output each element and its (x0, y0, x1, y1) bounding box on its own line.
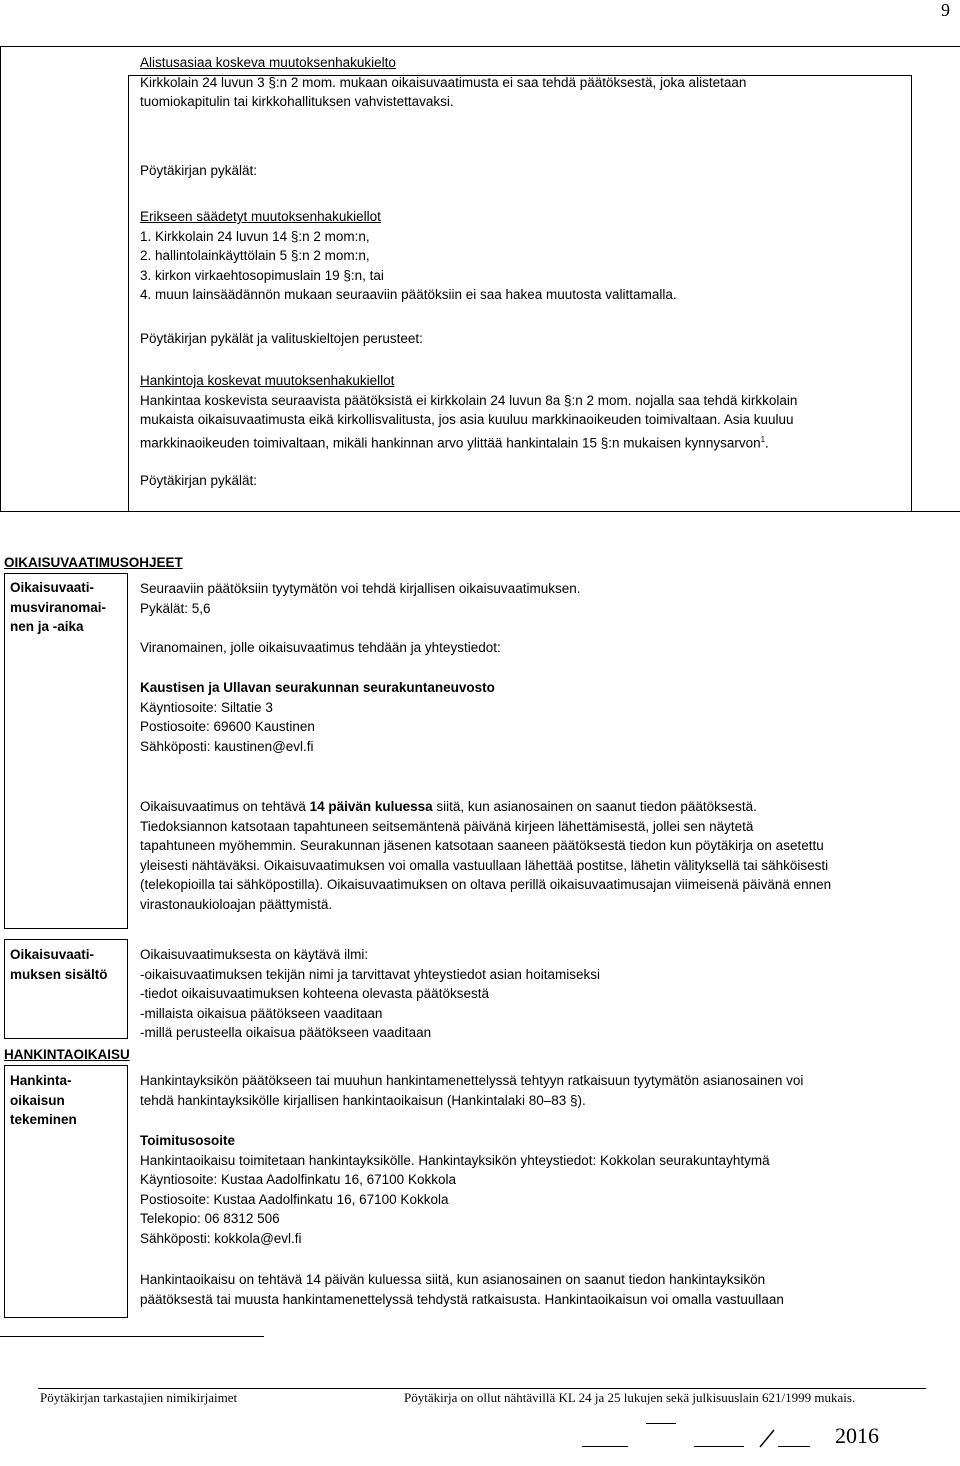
list-item: 3. kirkon virkaehtosopimuslain 19 §:n, tai (140, 267, 384, 283)
org-name: Kaustisen ja Ullavan seurakunnan seurakuntaneuvosto (140, 680, 495, 695)
toimitus-heading: Toimitusosoite (140, 1133, 236, 1148)
text-line: Kirkkolain 24 luvun 3 §:n 2 mom. mukaan oikaisuvaatimusta ei saa tehdä päätöksestä, joka alistetaan (140, 74, 747, 90)
oikaisu-title: OIKAISUVAATIMUSOHJEET (4, 555, 183, 570)
label-viranomainen: Oikaisuvaati- musviranomai- nen ja -aika (10, 580, 107, 634)
viranomainen-content (140, 579, 580, 618)
postiosoite: Postiosoite: 69600 Kaustinen (140, 719, 315, 734)
footer-year: 2016 (835, 1423, 879, 1448)
hankinta-toimitus: Toimitusosoite Hankintaoikaisu toimitetaan hankintayksikölle. Hankintayksikön yhteystiedot: Kokkolan seurakuntayhtymä Käyntiosoite: Kustaa Aadolfinkatu 16, 67100 Kokkola Postiosoite: Kustaa Aadolfinkatu 16, 67100 Kokkola Telekopio: 06 8312 506 Sähköposti: kokkola@evl.fi (140, 1133, 770, 1246)
footer-rule (38, 1388, 926, 1389)
text-line: Hankintaa koskevista seuraavista päätöksistä ei kirkkolain 24 luvun 8a §:n 2 mom. nojalla saa tehdä kirkkolain (140, 392, 798, 408)
section-alistusasia (140, 53, 746, 112)
list-item: 1. Kirkkolain 24 luvun 14 §:n 2 mom:n, (140, 228, 370, 244)
oikaisu-aika: Oikaisuvaatimus on tehtävä 14 päivän kuluessa siitä, kun asianosainen on saanut tiedon päätöksestä. Tiedoksiannon katsotaan tapahtuneen seitsemäntenä päivänä kirjeen lähettämisestä, jollei sen näytetä tapahtuneen myöhemmin. Seurakunnan jäsenen katsotaan saaneen päätöksestä tiedon kun pöytäkirja on asetettu yleisesti nähtäväksi. Oikaisuvaatimuksen voi omalla vastuullaan lähettää postitse, lähetin välityksellä tai sähköisesti (telekopioilla tai sähköpostilla). Oikaisuvaatimuksen on oltava perillä oikaisuvaatimusajan viimeisenä päivänä ennen virastonaukioloajan päättymistä. (140, 799, 832, 912)
page-number: 9 (941, 0, 950, 20)
sahkoposti: Sähköposti: kaustinen@evl.fi (140, 738, 314, 754)
section-hankinta-kiellot (140, 371, 797, 453)
date-blank-day (582, 1446, 628, 1447)
pykalat-label: Pöytäkirjan pykälät: (140, 473, 258, 488)
date-blank-2 (778, 1446, 810, 1447)
footer-right: Pöytäkirja on ollut nähtävillä KL 24 ja 25 lukujen sekä julkisuuslain 621/1999 mukais. (404, 1390, 856, 1405)
section-erikseen (140, 207, 677, 305)
date-blank-month (694, 1446, 744, 1447)
pykalat: Pykälät: 5,6 (140, 600, 211, 616)
aika-line-1: Oikaisuvaatimus on tehtävä 14 päivän kuluessa siitä, kun asianosainen on saanut tiedon päätöksestä. (140, 799, 757, 814)
viranomainen-line: Viranomainen, jolle oikaisuvaatimus tehdään ja yhteystiedot: (140, 640, 501, 655)
intro: Seuraaviin päätöksiin tyytymätön voi tehdä kirjallisen oikaisuvaatimuksen. (140, 581, 581, 596)
text-line: markkinaoikeuden toimivaltaan, mikäli hankinnan arvo ylittää hankintalain 15 §:n mukaisen kynnysarvon$^1$. (140, 434, 769, 450)
text-line: mukaista oikaisuvaatimusta eikä kirkollisvalitusta, jos asia kuuluu markkinaoikeuden toimivaltaan. Asia kuuluu (140, 412, 794, 427)
list-item: 4. muun lainsäädännön mukaan seuraaviin päätöksiin ei saa hakea muutosta valittamalla. (140, 287, 677, 302)
footnote-separator (0, 1336, 264, 1337)
section-heading: Hankintoja koskevat muutoksenhakukiellot (140, 373, 395, 388)
hankinta-intro: Hankintayksikön päätökseen tai muuhun hankintamenettelyssä tehtyyn ratkaisuun tyytymätön asianosainen voi tehdä hankintayksikölle kirjallisen hankintaoikaisun (Hankintalaki 80–83 §). (140, 1073, 804, 1108)
pykalat-label: Pöytäkirjan pykälät: (140, 163, 258, 178)
hankinta-title: HANKINTAOIKAISU (4, 1047, 130, 1062)
footnote-mark: 1 (760, 434, 766, 444)
date-slash (758, 1428, 776, 1448)
text-line: tuomiokapitulin tai kirkkohallituksen vahvistettavaksi. (140, 94, 454, 109)
label-hankinta: Hankinta- oikaisun tekeminen (10, 1073, 77, 1127)
footer-left: Pöytäkirjan tarkastajien nimikirjaimet (40, 1390, 238, 1405)
pykalat-label: Pöytäkirjan pykälät ja valituskieltojen perusteet: (140, 331, 423, 346)
sisalto-content: Oikaisuvaatimuksesta on käytävä ilmi: -oikaisuvaatimuksen tekijän nimi ja tarvittavat yhteystiedot asian hoitamiseksi -tiedot oikaisuvaatimuksen kohteena olevasta päätöksestä -millaista oikaisua päätökseen vaaditaan -millä perusteella oikaisua päätökseen vaaditaan (140, 947, 600, 1040)
list-item: 2. hallintolainkäyttölain 5 §:n 2 mom:n, (140, 248, 370, 263)
date-blank-top (646, 1423, 676, 1424)
label-sisalto: Oikaisuvaati- muksen sisältö (10, 947, 108, 982)
hankinta-aika: Hankintaoikaisu on tehtävä 14 päivän kuluessa siitä, kun asianosainen on saanut tiedon hankintayksikön päätöksestä tai muusta hankintamenettelyssä tehdystä ratkaisusta. Hankintaoikaisun voi omalla vastuullaan (140, 1272, 784, 1307)
kayntiosoite: Käyntiosoite: Siltatie 3 (140, 699, 273, 715)
org-contact (140, 678, 495, 756)
section-heading: Alistusasiaa koskeva muutoksenhakukielto (140, 55, 396, 70)
section-heading: Erikseen säädetyt muutoksenhakukiellot (140, 209, 381, 224)
